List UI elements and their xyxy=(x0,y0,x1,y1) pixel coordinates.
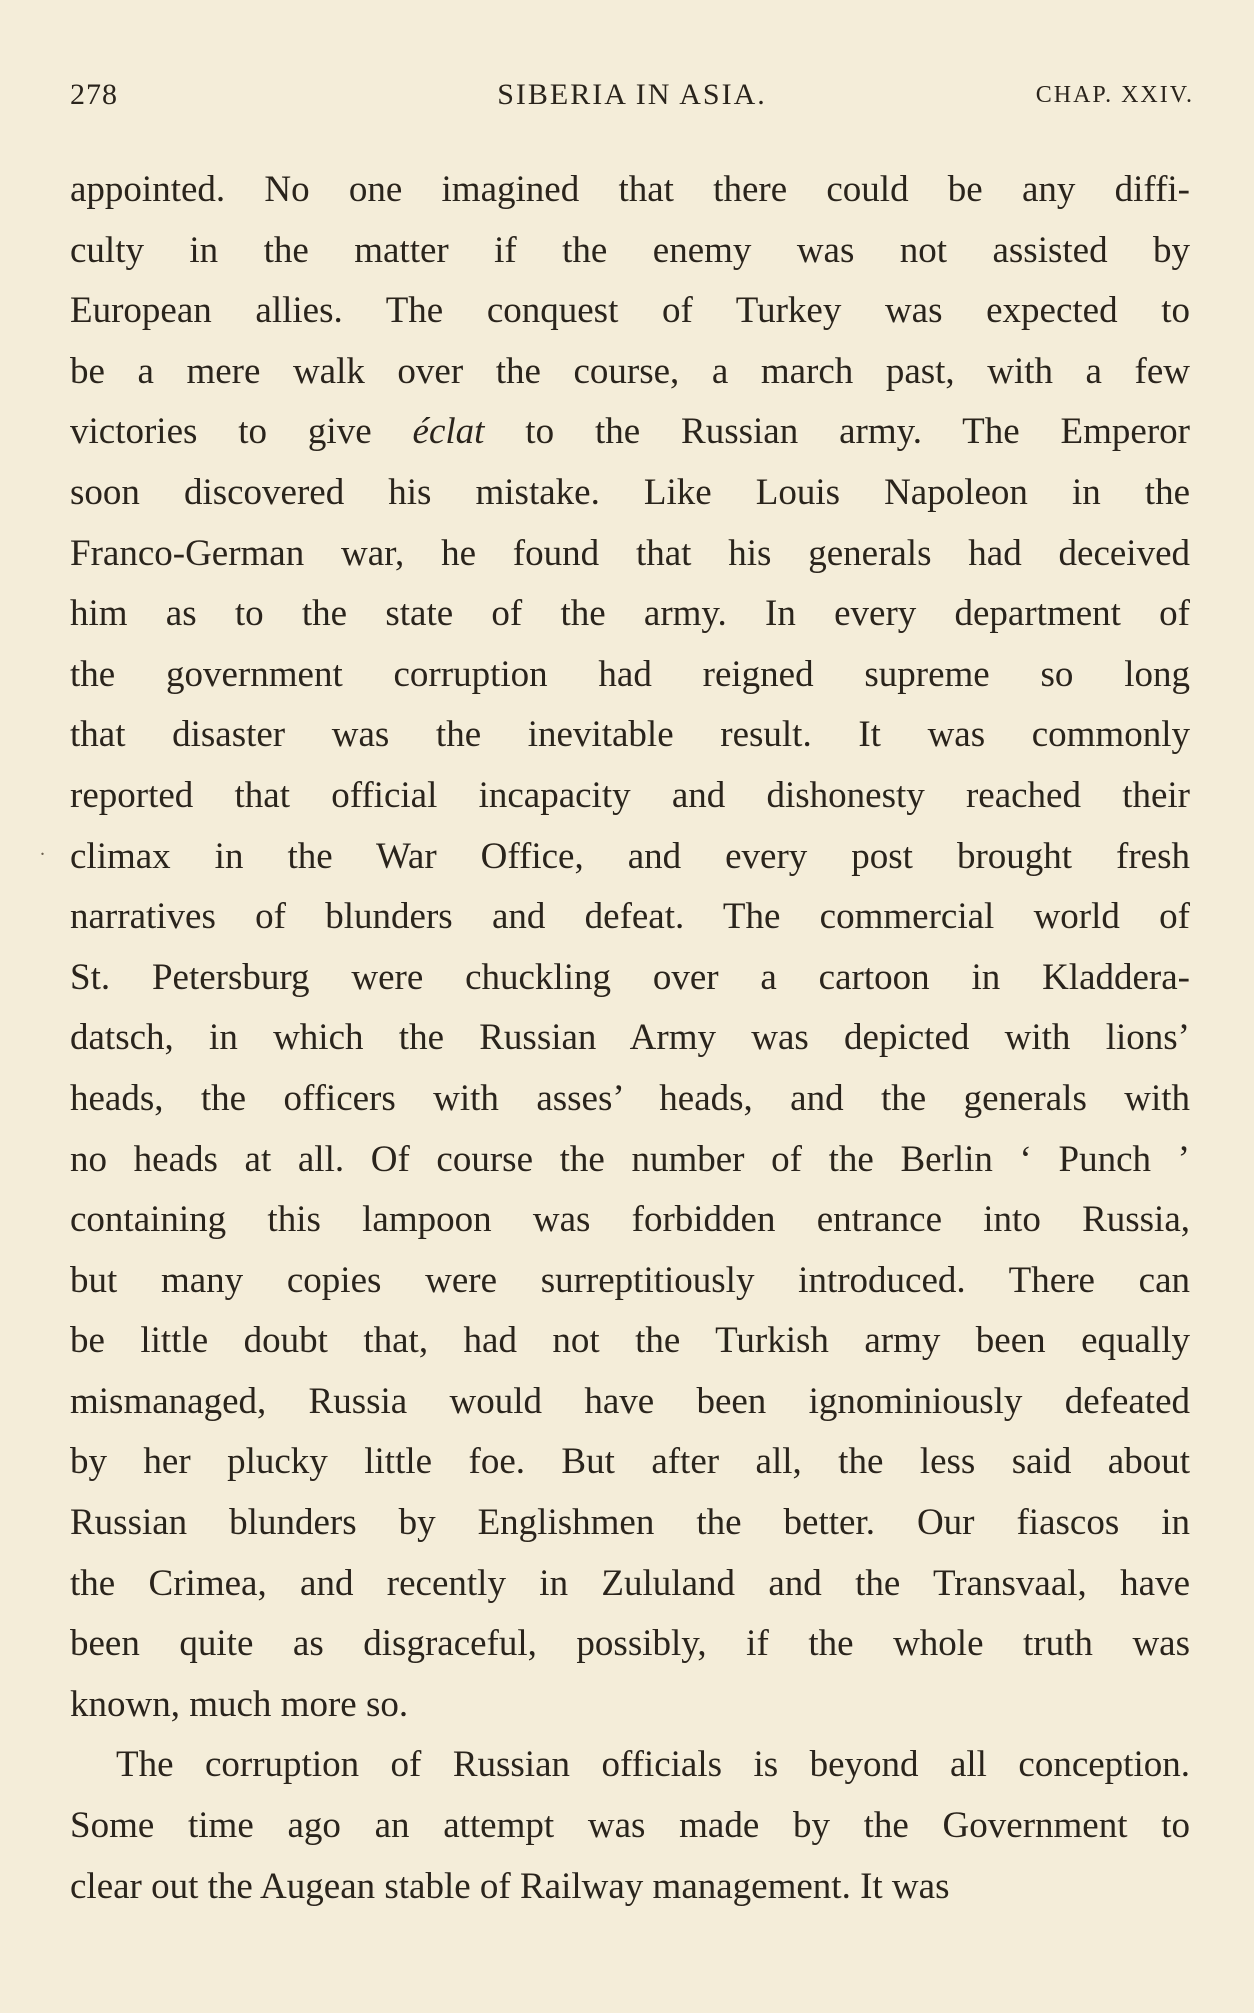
text-line: known, much more so. xyxy=(70,1683,409,1725)
text-line: reported that official incapacity and dishonesty reached their xyxy=(70,774,1190,816)
text-line: culty in the matter if the enemy was not assisted by xyxy=(70,229,1190,271)
running-head xyxy=(70,78,1194,118)
text-line: Some time ago an attempt was made by the Government to xyxy=(70,1805,1190,1847)
text-line: clear out the Augean stable of Railway management. It was xyxy=(70,1865,950,1907)
text-line: climax in the War Office, and every post brought fresh xyxy=(70,835,1190,877)
chapter-label: CHAP. XXIV. xyxy=(1035,82,1194,108)
text-line: European allies. The conquest of Turkey was expected to xyxy=(70,290,1190,332)
text-line: The corruption of Russian officials is beyond all conception. xyxy=(116,1744,1190,1786)
text-line: no heads at all. Of course the number of the Berlin ‘ Punch ’ xyxy=(70,1138,1190,1180)
text-line: Franco-German war, he found that his generals had deceived xyxy=(70,532,1190,574)
text-line: appointed. No one imagined that there could be any diffi- xyxy=(70,169,1190,210)
text-line: him as to the state of the army. In every department of xyxy=(70,593,1190,635)
margin-mark: . xyxy=(40,838,45,860)
text-line: the government corruption had reigned supreme so long xyxy=(70,653,1190,695)
text-line: the Crimea, and recently in Zululand and the Transvaal, have xyxy=(70,1562,1190,1604)
text-line: Russian blunders by Englishmen the better. Our fiascos in xyxy=(70,1502,1190,1544)
text-line: narratives of blunders and defeat. The commercial world of xyxy=(70,896,1190,938)
text-line: heads, the officers with asses’ heads, and the generals with xyxy=(70,1077,1190,1119)
body-text xyxy=(70,160,1190,1917)
text-line: that disaster was the inevitable result. It was commonly xyxy=(70,714,1190,756)
text-line: be a mere walk over the course, a march past, with a few xyxy=(70,350,1190,392)
book-title: SIBERIA IN ASIA. xyxy=(497,78,767,111)
paragraph xyxy=(70,1735,1190,1917)
text-line: St. Petersburg were chuckling over a cartoon in Kladdera- xyxy=(70,956,1190,998)
text-line: be little doubt that, had not the Turkish army been equally xyxy=(70,1320,1190,1362)
text-line: datsch, in which the Russian Army was depicted with lions’ xyxy=(70,1017,1190,1059)
text-line: been quite as disgraceful, possibly, if the whole truth was xyxy=(70,1623,1190,1665)
text-line: soon discovered his mistake. Like Louis Napoleon in the xyxy=(70,471,1190,513)
text-line: victories to give éclat to the Russian army. The Emperor xyxy=(70,411,1190,453)
page-number: 278 xyxy=(70,78,118,111)
text-line: mismanaged, Russia would have been ignominiously defeated xyxy=(70,1380,1190,1422)
text-line: by her plucky little foe. But after all, the less said about xyxy=(70,1441,1190,1483)
paragraph xyxy=(70,160,1190,1735)
text-line: but many copies were surreptitiously introduced. There can xyxy=(70,1259,1190,1301)
text-line: containing this lampoon was forbidden entrance into Russia, xyxy=(70,1199,1190,1241)
italic-word: éclat xyxy=(412,411,485,453)
